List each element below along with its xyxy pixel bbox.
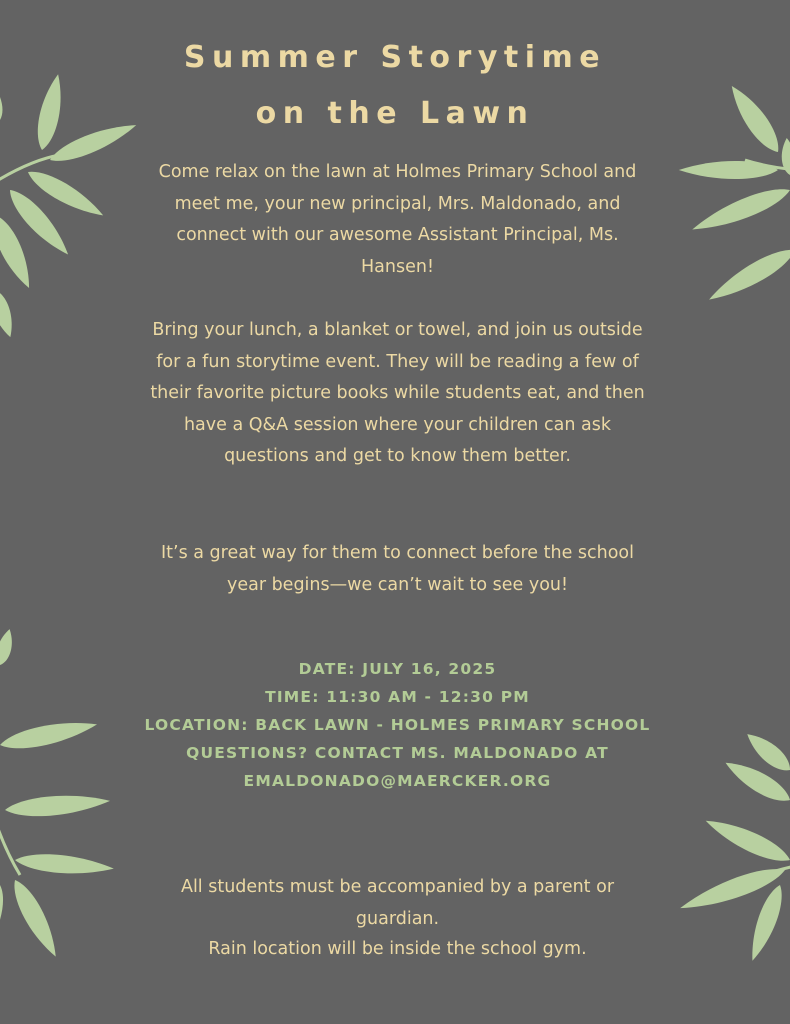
- intro-paragraph: Come relax on the lawn at Holmes Primary School and meet me, your new principal, Mrs. Maldonado, and connect with our awesome Assistant Principal, Ms. Hansen!: [158, 162, 637, 277]
- event-description-paragraph: Bring your lunch, a blanket or towel, and join us outside for a fun storytime event. They will be reading a few of their favorite picture books while students eat, and then have a Q&A session where your children can ask questions and get to know them better.: [150, 320, 645, 466]
- leaf-branch-icon: [677, 727, 790, 964]
- event-details: [140, 655, 655, 795]
- flyer-title: [0, 30, 790, 142]
- rain-location-note: Rain location will be inside the school gym.: [208, 939, 587, 959]
- event-location: LOCATION: BACK LAWN - HOLMES PRIMARY SCHOOL: [144, 716, 651, 734]
- event-time: TIME: 11:30 AM - 12:30 PM: [265, 688, 530, 706]
- title-line-2: on the Lawn: [255, 96, 535, 131]
- title-line-1: Summer Storytime: [183, 40, 607, 75]
- closing-paragraph: It’s a great way for them to connect before the school year begins—we can’t wait to see you!: [160, 543, 635, 595]
- event-contact: QUESTIONS? CONTACT MS. MALDONADO AT EMALDONADO@MAERCKER.ORG: [186, 744, 609, 790]
- accompaniment-note: All students must be accompanied by a parent or guardian.: [180, 877, 615, 929]
- leaf-branch-icon: [0, 627, 115, 961]
- event-date: DATE: JULY 16, 2025: [298, 660, 497, 678]
